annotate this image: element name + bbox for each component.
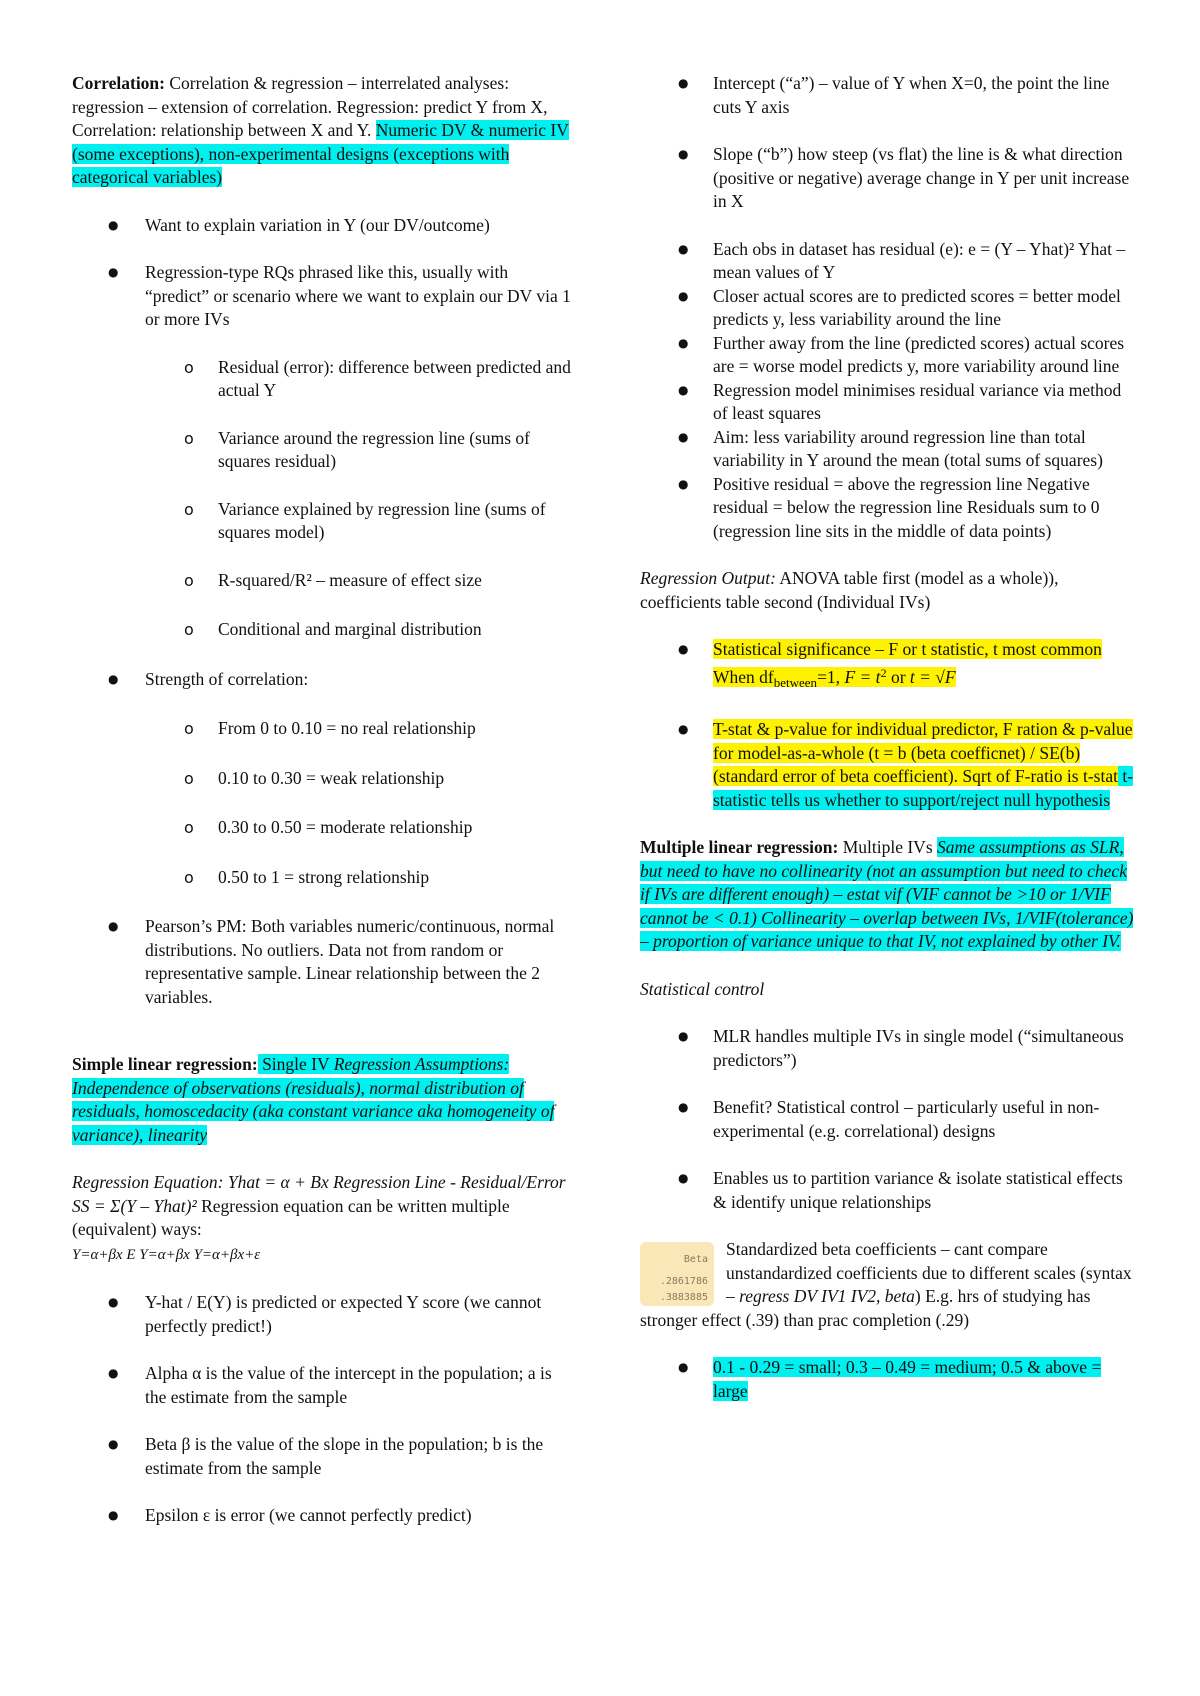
list-item: ● Regression-type RQs phrased like this, usually with “predict” or scenario where we want to explain our DV via 1 or more IVs [72, 261, 572, 332]
list-item: ● Beta β is the value of the slope in the population; b is the estimate from the sample [72, 1433, 572, 1480]
strength-list [72, 668, 572, 692]
bullet-list-a [72, 214, 572, 332]
significance-text [713, 639, 1102, 690]
sub-list-a [72, 356, 572, 642]
beta-img-header: Beta [683, 1254, 708, 1265]
slr-heading: Simple linear regression: [72, 1054, 258, 1074]
beta-coefficients-image [640, 1242, 714, 1306]
mlr-paragraph [640, 836, 1140, 954]
intercept-slope-list [640, 72, 1140, 214]
tstat-yellow: T-stat & p-value for individual predictor, F ration & p-value for model-as-a-whole (t = b (beta coefficnet) / SE(b) (standard error of beta coefficient). Sqrt of F-ratio is t-stat [713, 719, 1133, 786]
list-item: o From 0 to 0.10 = no real relationship [72, 717, 572, 741]
statistical-control-heading [640, 978, 1140, 1002]
statistical-control-text: Statistical control [640, 978, 765, 999]
list-item [640, 718, 1140, 812]
slr-highlight-plain: Single IV [257, 1054, 334, 1074]
list-item: ● Slope (“b”) how steep (vs flat) the line is & what direction (positive or negative) average change in Y per unit increase in X [640, 143, 1140, 214]
equation-plain: Regression equation can be written multiple (equivalent) ways: [72, 1195, 510, 1239]
list-item: o R-squared/R² – measure of effect size [72, 569, 572, 593]
list-item: ● Enables us to partition variance & isolate statistical effects & identify unique relationships [640, 1167, 1140, 1214]
list-item: o Variance explained by regression line (sums of squares model) [72, 498, 572, 545]
correlation-paragraph [72, 72, 572, 190]
significance-list [640, 638, 1140, 812]
correlation-heading: Correlation: [72, 73, 165, 93]
correlation-highlight: Numeric DV & numeric IV (some exceptions), non-experimental designs (exceptions with categorical variables) [72, 120, 569, 187]
right-column [640, 72, 1140, 1403]
slr-paragraph [72, 1053, 572, 1147]
correlation-text: Correlation & regression – interrelated analyses: regression – extension of correlation. Regression: predict Y from X, Correlation: relationship between X and Y. [72, 73, 548, 140]
pearson-list [72, 915, 572, 1009]
list-item: o Conditional and marginal distribution [72, 618, 572, 642]
list-item: ● Alpha α is the value of the intercept in the population; a is the estimate from the sample [72, 1362, 572, 1409]
list-item: ● Want to explain variation in Y (our DV/outcome) [72, 214, 572, 238]
bullet-list-b [72, 1291, 572, 1528]
equation-forms: Y=α+βx E Y=α+βx Y=α+βx+ε [72, 1246, 261, 1263]
list-item: ● Pearson’s PM: Both variables numeric/continuous, normal distributions. No outliers. Data not from random or representative sample. Linear relationship between the 2 variables. [72, 915, 572, 1009]
list-item: ● Further away from the line (predicted scores) actual scores are = worse model predicts y, more variability around line [640, 332, 1140, 379]
list-item: o 0.10 to 0.30 = weak relationship [72, 767, 572, 791]
sig-subscript: between [773, 674, 818, 690]
list-item: ● Aim: less variability around regression line than total variability in Y around the mean (total sums of squares) [640, 426, 1140, 473]
sig-or: or [886, 666, 910, 687]
effect-size-list [640, 1356, 1140, 1403]
list-item: ● Positive residual = above the regression line Negative residual = below the regression line Residuals sum to 0 (regression line sits in the middle of data points) [640, 473, 1140, 544]
list-item: o Residual (error): difference between predicted and actual Y [72, 356, 572, 403]
mlr-heading: Multiple linear regression: [640, 837, 839, 857]
mlr-plain: Multiple IVs [838, 837, 938, 857]
mlr-italic: Same assumptions as SLR, but need to have no collinearity (not an assumption but need to check if IVs are different enough) – estat vif (VIF cannot be >10 or 1/VIF cannot be < 0.1) Collinearity – overlap between IVs, 1/VIF(tolerance) – proportion of variance unique to that IV, not explained by other IV. [640, 837, 1134, 951]
beta-img-value-1: .2861786 [659, 1276, 708, 1287]
list-item: ● Each obs in dataset has residual (e): e = (Y – Yhat)² Yhat – mean values of Y [640, 238, 1140, 285]
list-item [640, 1356, 1140, 1403]
list-item: ● Epsilon ε is error (we cannot perfectly predict) [72, 1504, 572, 1528]
std-syntax: regress DV IV1 IV2, beta [739, 1286, 915, 1306]
beta-img-value-2: .3883885 [659, 1292, 708, 1303]
sig-part-b: =1, [817, 666, 845, 687]
standardized-beta-paragraph [640, 1238, 1140, 1332]
list-item: o 0.30 to 0.50 = moderate relationship [72, 816, 572, 840]
list-item [640, 638, 1140, 694]
output-italic: Regression Output: [640, 568, 776, 588]
equation-italic: Regression Equation: Yhat = α + Bx Regression Line - Residual/Error SS = Σ(Y – Yhat)² [72, 1172, 566, 1216]
sub-list-b [72, 717, 572, 889]
effect-sizes: 0.1 - 0.29 = small; 0.3 – 0.49 = medium; 0.5 & above = large [713, 1357, 1102, 1401]
sig-superscript: 2 [880, 665, 887, 680]
standardized-beta-text [640, 1238, 1140, 1332]
std-text-b: ) E.g. hrs of studying has stronger effect (.39) than prac completion (.29) [640, 1286, 1091, 1330]
tstat-cyan: t-statistic tells us whether to support/reject null hypothesis [713, 766, 1134, 810]
list-item: ● Intercept (“a”) – value of Y when X=0, the point the line cuts Y axis [640, 72, 1140, 119]
slr-highlight-italic: Regression Assumptions: Independence of observations (residuals), normal distribution of residuals, homoscedacity (aka constant variance aka homogeneity of variance), linearity [72, 1054, 555, 1145]
sig-formula: F = t [844, 666, 881, 687]
output-paragraph [640, 567, 1140, 614]
left-column [72, 72, 572, 1528]
residual-list [640, 238, 1140, 544]
std-text-a: Standardized beta coefficients – cant compare unstandardized coefficients due to different scales (syntax – [726, 1239, 1132, 1306]
list-item: o 0.50 to 1 = strong relationship [72, 866, 572, 890]
list-item: ● Y-hat / E(Y) is predicted or expected Y score (we cannot perfectly predict!) [72, 1291, 572, 1338]
list-item: ● MLR handles multiple IVs in single model (“simultaneous predictors”) [640, 1025, 1140, 1072]
list-item: ● Strength of correlation: [72, 668, 572, 692]
output-text: ANOVA table first (model as a whole)), coefficients table second (Individual IVs) [640, 568, 1059, 612]
list-item: ● Closer actual scores are to predicted scores = better model predicts y, less variability around the line [640, 285, 1140, 332]
mlr-bullet-list [640, 1025, 1140, 1214]
list-item: ● Regression model minimises residual variance via method of least squares [640, 379, 1140, 426]
equation-paragraph [72, 1171, 572, 1267]
sig-part-a: Statistical significance – F or t statistic, t most common When df [713, 639, 1102, 687]
list-item: ● Benefit? Statistical control – particularly useful in non-experimental (e.g. correlational) designs [640, 1096, 1140, 1143]
list-item: o Variance around the regression line (sums of squares residual) [72, 427, 572, 474]
sig-formula-2: t = √F [909, 666, 956, 687]
